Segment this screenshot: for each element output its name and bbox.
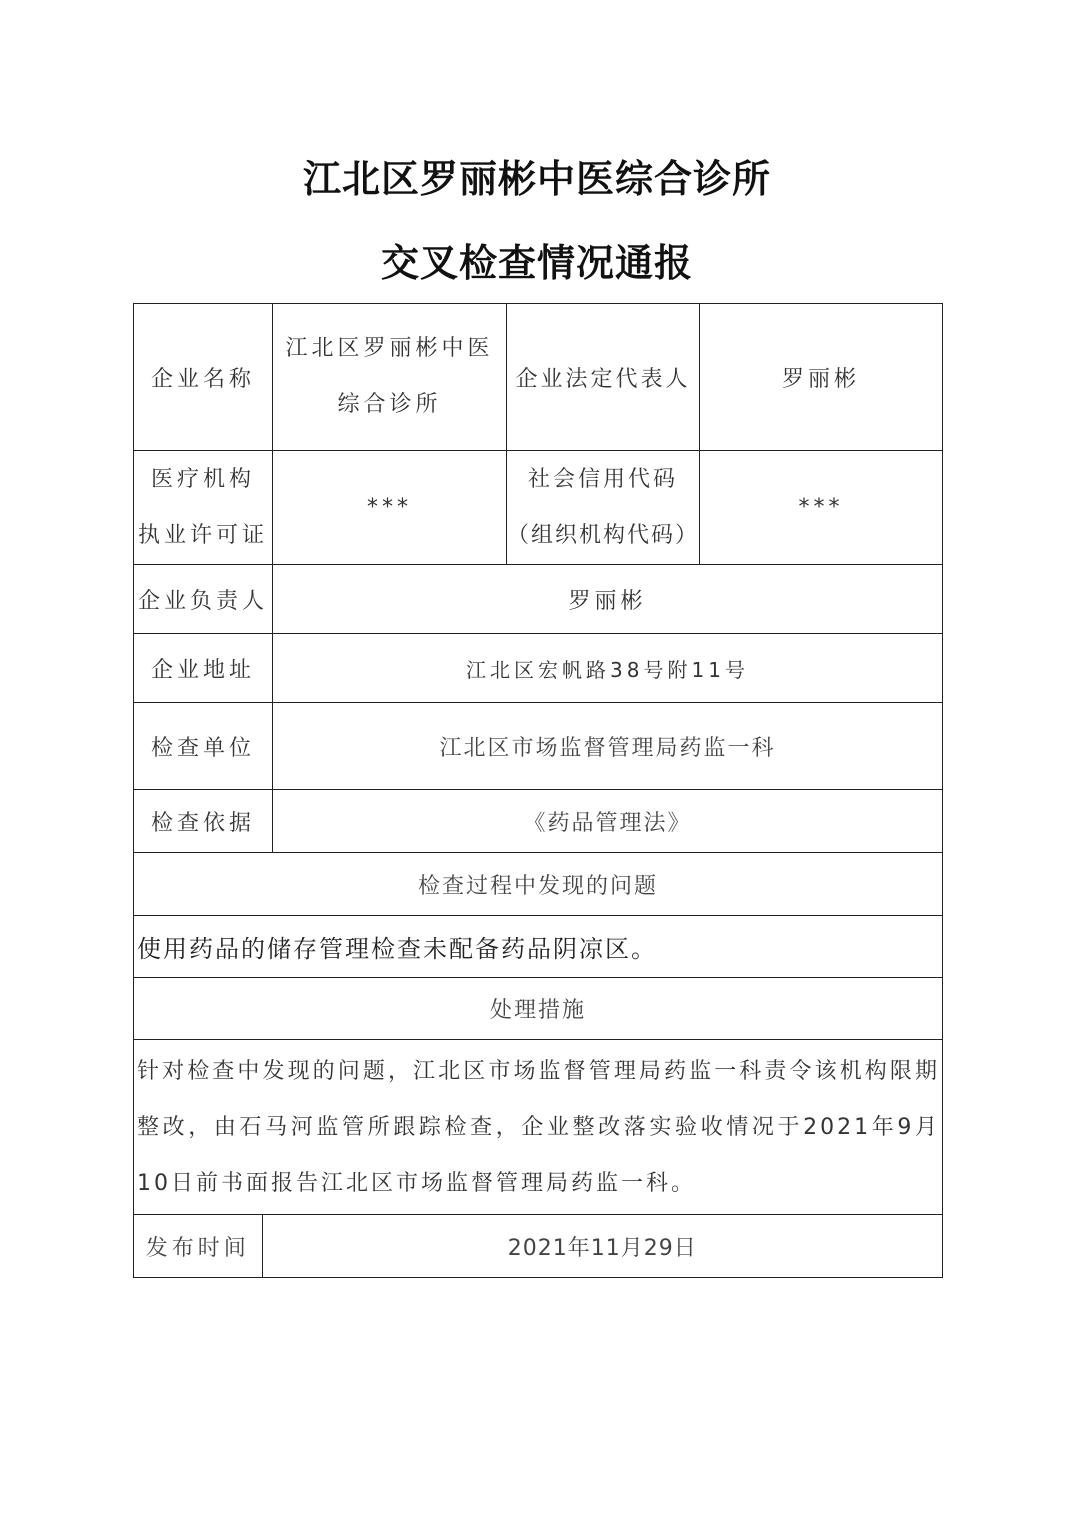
row-inspection-basis bbox=[134, 790, 943, 853]
row-person-in-charge bbox=[134, 565, 943, 634]
person-in-charge-label: 企业负责人 bbox=[134, 565, 273, 634]
credit-code-label bbox=[507, 451, 700, 565]
publish-time-value: 2021年11月29日 bbox=[507, 1235, 697, 1261]
problems-header: 检查过程中发现的问题 bbox=[134, 853, 943, 916]
license-value: *** bbox=[273, 451, 507, 565]
document-subtitle: 交叉检查情况通报 bbox=[380, 241, 693, 285]
measures-header: 处理措施 bbox=[134, 978, 943, 1040]
row-publish-time bbox=[134, 1215, 943, 1278]
publish-time-label: 发布时间 bbox=[134, 1215, 262, 1277]
row-enterprise-name bbox=[134, 304, 943, 451]
inspection-unit-value: 江北区市场监督管理局药监一科 bbox=[273, 703, 943, 790]
row-problems-text bbox=[134, 916, 943, 978]
inspection-basis-value: 《药品管理法》 bbox=[273, 790, 943, 853]
report-table bbox=[133, 303, 943, 1278]
license-label-line2: 执业许可证 bbox=[137, 522, 268, 548]
legal-rep-value: 罗丽彬 bbox=[700, 304, 943, 451]
row-address bbox=[134, 634, 943, 703]
document-title: 江北区罗丽彬中医综合诊所 bbox=[302, 157, 771, 201]
address-value: 江北区宏帆路38号附11号 bbox=[273, 634, 943, 703]
credit-code-label-line2: （组织机构代码） bbox=[507, 522, 700, 548]
credit-code-value: *** bbox=[700, 451, 943, 565]
address-label: 企业地址 bbox=[134, 634, 273, 703]
license-label bbox=[134, 451, 273, 565]
enterprise-name-label: 企业名称 bbox=[134, 304, 273, 451]
inspection-unit-label: 检查单位 bbox=[134, 703, 273, 790]
row-measures-header bbox=[134, 978, 943, 1040]
row-measures-text bbox=[134, 1040, 943, 1215]
row-problems-header bbox=[134, 853, 943, 916]
credit-code-label-line1: 社会信用代码 bbox=[527, 466, 678, 492]
row-license bbox=[134, 451, 943, 565]
problems-text: 使用药品的储存管理检查未配备药品阴凉区。 bbox=[134, 916, 943, 978]
license-label-line1: 医疗机构 bbox=[150, 466, 255, 492]
publish-time-cell bbox=[134, 1215, 943, 1278]
measures-text: 针对检查中发现的问题，江北区市场监督管理局药监一科责令该机构限期整改，由石马河监管所跟踪检查，企业整改落实验收情况于2021年9月10日前书面报告江北区市场监督管理局药监一科。 bbox=[134, 1040, 943, 1215]
inspection-basis-label: 检查依据 bbox=[134, 790, 273, 853]
enterprise-name-value: 江北区罗丽彬中医综合诊所 bbox=[273, 304, 507, 451]
legal-rep-label: 企业法定代表人 bbox=[507, 304, 700, 451]
person-in-charge-value: 罗丽彬 bbox=[273, 565, 943, 634]
row-inspection-unit bbox=[134, 703, 943, 790]
